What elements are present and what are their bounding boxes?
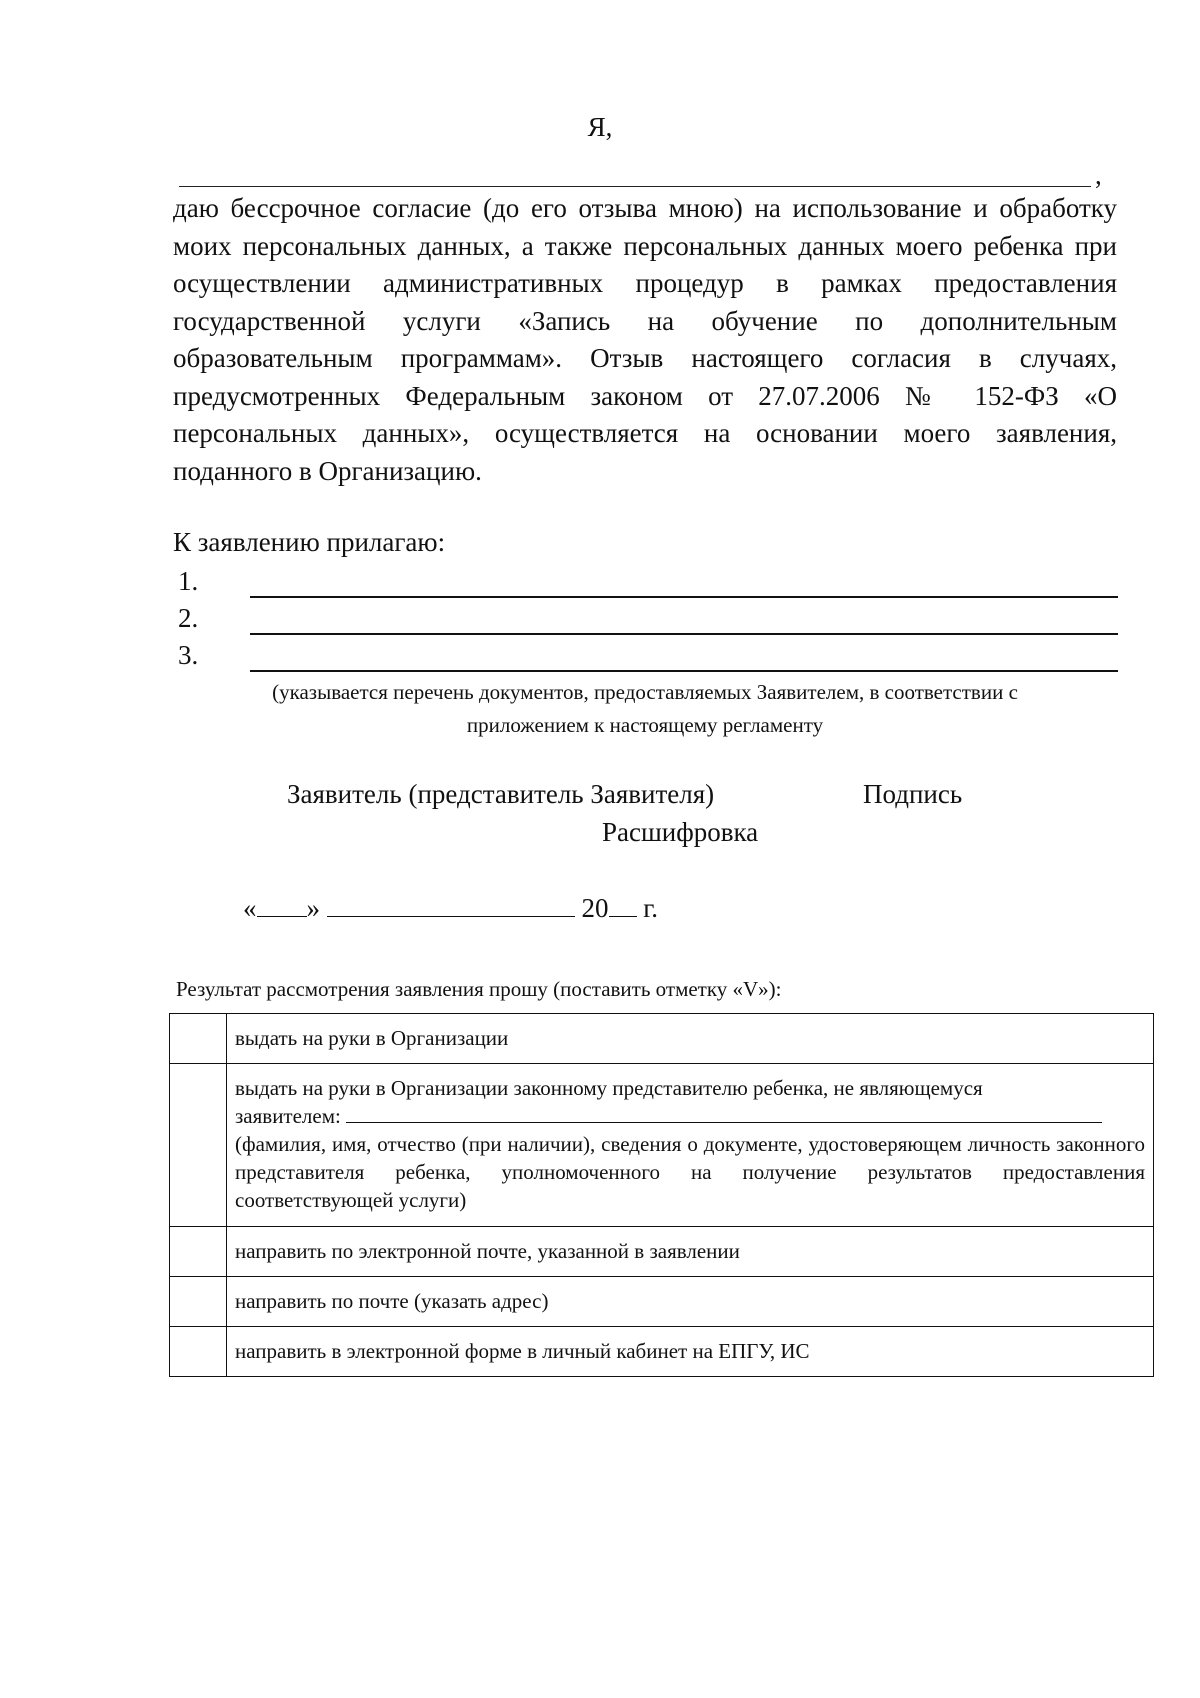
table-row bbox=[170, 1064, 1154, 1227]
attachments-note-line: приложением к настоящему регламенту bbox=[466, 713, 824, 737]
consent-paragraph: даю бессрочное согласие (до его отзыва мною) на использование и обработку моих персональных данных, а также персональных данных моего ребенка при осуществлении административных процедур в рамках предоставления государственной услуги «Запись на обучение по дополнительным образовательным программам». Отзыв настоящего согласия в случаях, предусмотренных Федеральным законом от 27.07.2006 № 152-ФЗ «О персональных данных», осуществляется на основании моего заявления, поданного в Организацию. bbox=[173, 193, 1117, 486]
table-row bbox=[170, 1277, 1154, 1327]
applicant-name-blank[interactable] bbox=[179, 186, 1091, 187]
result-checkbox[interactable] bbox=[170, 1064, 227, 1227]
result-checkbox[interactable] bbox=[170, 1277, 227, 1327]
result-option-detail: (фамилия, имя, отчество (при наличии), сведения о документе, удостоверяющем личность законного представителя ребенка, уполномоченного на получение результатов предоставления соответствующей услуги) bbox=[235, 1132, 1145, 1212]
table-row bbox=[170, 1014, 1154, 1064]
date-day-blank[interactable] bbox=[257, 892, 307, 917]
result-option-label: направить по электронной почте, указанной в заявлении bbox=[227, 1227, 1154, 1277]
result-option-label: направить в электронной форме в личный кабинет на ЕПГУ, ИС bbox=[227, 1327, 1154, 1377]
date-row bbox=[243, 892, 658, 924]
attachment-number: 1. bbox=[178, 566, 199, 596]
table-row bbox=[170, 1327, 1154, 1377]
representative-label: заявителем: bbox=[235, 1104, 341, 1128]
attachment-blank[interactable] bbox=[250, 596, 1118, 598]
date-year-blank[interactable] bbox=[609, 892, 637, 917]
result-title: Результат рассмотрения заявления прошу (поставить отметку «V»): bbox=[176, 977, 782, 1001]
result-option-label: выдать на руки в Организации законному представителю ребенка, не являющемуся bbox=[235, 1076, 983, 1100]
attachments-title: К заявлению прилагаю: bbox=[173, 527, 446, 557]
signature-label: Подпись bbox=[863, 779, 963, 809]
name-comma: , bbox=[1095, 160, 1102, 190]
result-option-cell bbox=[227, 1064, 1154, 1227]
date-year-suffix: г. bbox=[643, 893, 659, 923]
result-option-label-cont bbox=[235, 1102, 1145, 1130]
attachment-item bbox=[178, 603, 1118, 640]
attachment-blank[interactable] bbox=[250, 670, 1118, 672]
attachments-note bbox=[173, 676, 1117, 742]
date-month-blank[interactable] bbox=[327, 892, 575, 917]
attachment-number: 3. bbox=[178, 640, 199, 670]
applicant-label: Заявитель (представитель Заявителя) bbox=[287, 779, 715, 809]
result-checkbox[interactable] bbox=[170, 1014, 227, 1064]
table-row bbox=[170, 1227, 1154, 1277]
attachment-number: 2. bbox=[178, 603, 199, 633]
result-checkbox[interactable] bbox=[170, 1327, 227, 1377]
date-close-quote: » bbox=[306, 893, 320, 923]
result-option-label: выдать на руки в Организации bbox=[227, 1014, 1154, 1064]
decode-label: Расшифровка bbox=[602, 817, 759, 847]
result-checkbox[interactable] bbox=[170, 1227, 227, 1277]
attachment-item bbox=[178, 566, 1118, 603]
header-ya: Я, bbox=[587, 112, 613, 142]
attachment-blank[interactable] bbox=[250, 633, 1118, 635]
result-options-table bbox=[169, 1013, 1154, 1377]
date-year-prefix: 20 bbox=[581, 893, 609, 923]
attachments-note-line: (указывается перечень документов, предоставляемых Заявителем, в соответствии с bbox=[272, 680, 1018, 704]
attachment-item bbox=[178, 640, 1118, 677]
representative-name-blank[interactable] bbox=[346, 1102, 1102, 1123]
result-option-label: направить по почте (указать адрес) bbox=[227, 1277, 1154, 1327]
date-open-quote: « bbox=[243, 893, 257, 923]
